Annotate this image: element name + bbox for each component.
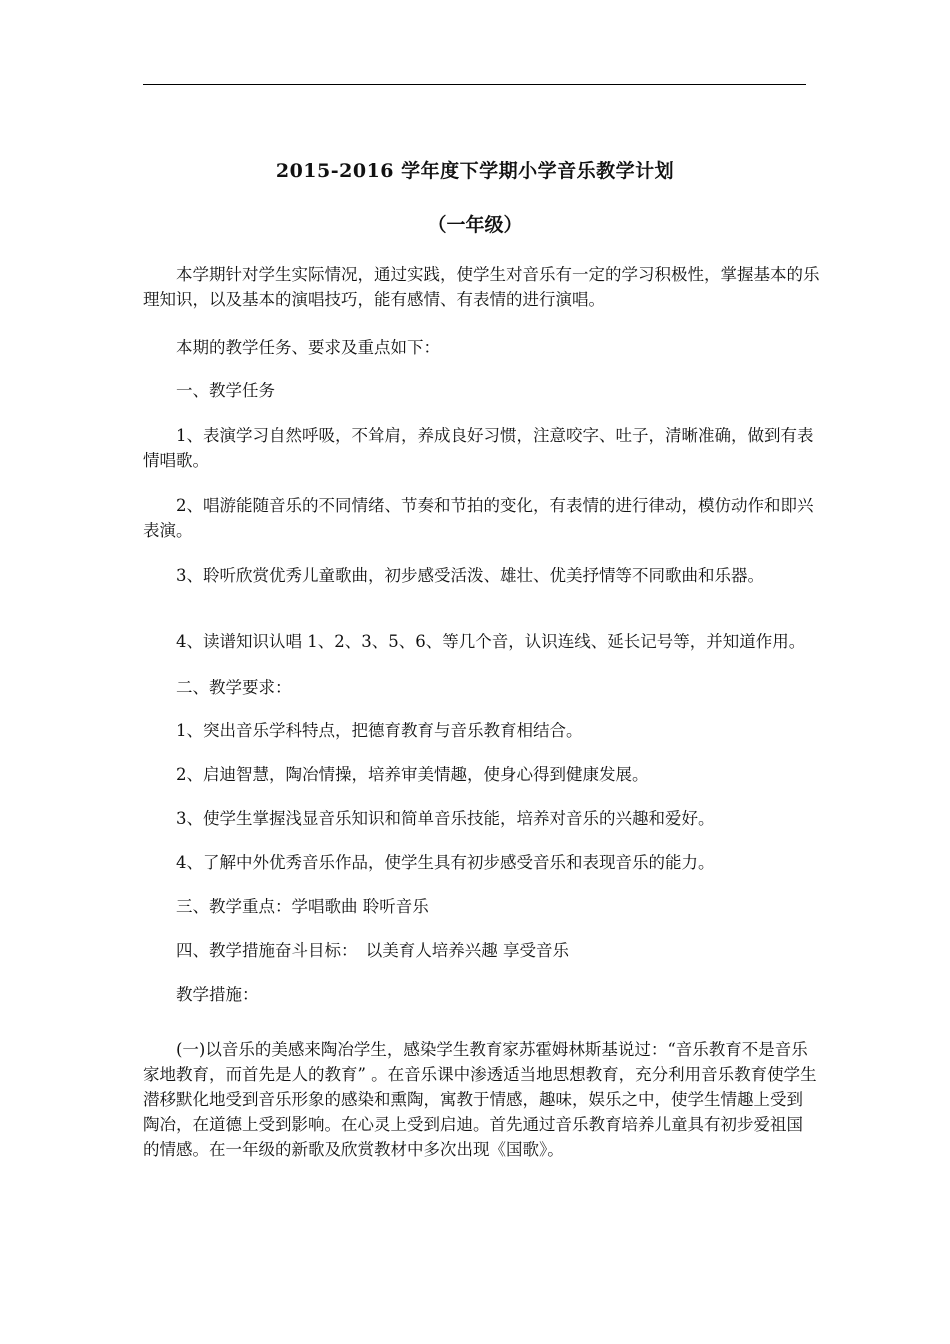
intro-paragraph: 本学期针对学生实际情况，通过实践，使学生对音乐有一定的学习积极性，掌握基本的乐理知识，以及基本的演唱技巧，能有感情、有表情的进行演唱。 xyxy=(143,265,820,309)
section-heading-measures-goal: 四、教学措施奋斗目标： 以美育人培养兴趣 享受音乐 xyxy=(176,941,569,960)
document-subtitle: （一年级） xyxy=(427,214,523,236)
task-item-3: 3、聆听欣赏优秀儿童歌曲，初步感受活泼、雄壮、优美抒情等不同歌曲和乐器。 xyxy=(176,566,764,585)
document-title: 2015-2016 学年度下学期小学音乐教学计划 xyxy=(275,160,675,182)
task-item-1: 1、表演学习自然呼吸，不耸肩，养成良好习惯，注意咬字、吐子，清晰准确，做到有表情唱歌。 xyxy=(143,426,814,470)
requirement-item-2: 2、启迪智慧，陶冶情操，培养审美情趣，使身心得到健康发展。 xyxy=(176,765,649,784)
section-heading-requirements: 二、教学要求： xyxy=(176,678,292,697)
overview-line: 本期的教学任务、要求及重点如下： xyxy=(176,338,440,357)
section-heading-focus: 三、教学重点：学唱歌曲 聆听音乐 xyxy=(176,897,429,916)
task-item-2: 2、唱游能随音乐的不同情绪、节奏和节拍的变化，有表情的进行律动，模仿动作和即兴表演。 xyxy=(143,496,814,540)
requirement-item-3: 3、使学生掌握浅显音乐知识和简单音乐技能，培养对音乐的兴趣和爱好。 xyxy=(176,809,715,828)
section-heading-tasks: 一、教学任务 xyxy=(176,381,275,400)
measures-label: 教学措施： xyxy=(176,985,259,1004)
task-item-4: 4、读谱知识认唱 1、2、3、5、6、等几个音，认识连线、延长记号等，并知道作用。 xyxy=(176,632,806,651)
measure-item-1: (一)以音乐的美感来陶冶学生，感染学生教育家苏霍姆林斯基说过：“音乐教育不是音乐家地教育，而首先是人的教育” 。在音乐课中渗透适当地思想教育，充分利用音乐教育使学生潜移默化地受到音乐形象的感染和熏陶，寓教于情感，趣味，娱乐之中，使学生情趣上受到陶冶，在道德上受到影响。在心灵上受到启迪。首先通过音乐教育培养儿童具有初步爱祖国的情感。在一年级的新歌及欣赏教材中多次出现《国歌》。 xyxy=(143,1040,817,1159)
requirement-item-4: 4、了解中外优秀音乐作品，使学生具有初步感受音乐和表现音乐的能力。 xyxy=(176,853,715,872)
requirement-item-1: 1、突出音乐学科特点，把德育教育与音乐教育相结合。 xyxy=(176,721,583,740)
header-rule xyxy=(143,84,806,85)
